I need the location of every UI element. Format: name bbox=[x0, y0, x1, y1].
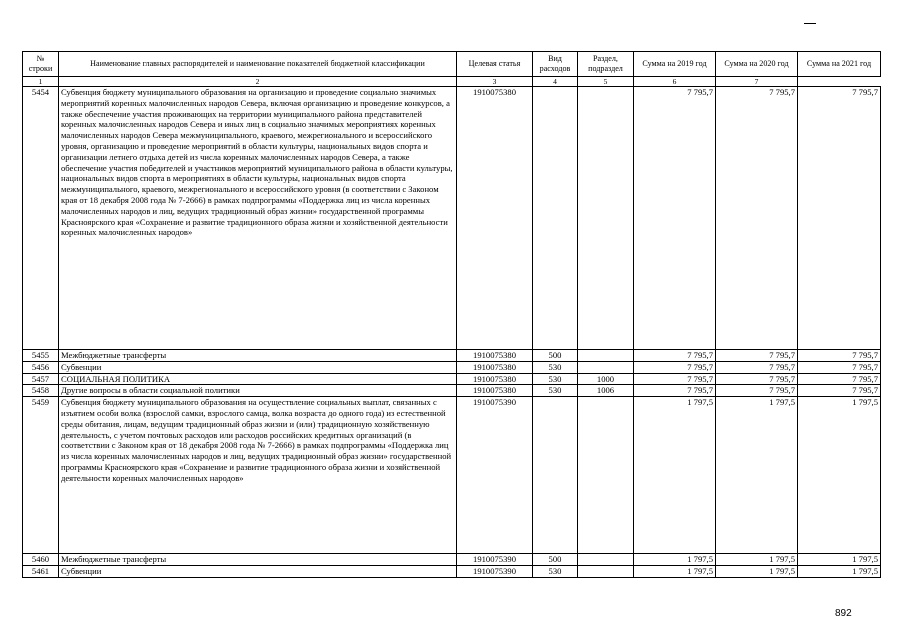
column-number: 6 bbox=[634, 77, 716, 87]
row-name: Межбюджетные трансферты bbox=[59, 350, 457, 362]
row-name: Субвенция бюджету муниципального образования на организацию и проведение социально значимых мероприятий коренных малочисленных народов Севера, включая организацию и проведение конкурсов, а также обеспечение участия проживающих на территории муниципального района представителей коренных малочисленных народов Севера и иных лиц в социально значимых мероприятиях коренных малочисленных народов Севера межмуниципального, краевого, межрегионального и всероссийского уровня, организацию и проведение мероприятий в области культуры, национальных видов спорта и организации летнего отдыха детей из числа коренных малочисленных народов Севера, а также обеспечение участия победителей и участников мероприятий муниципального района в области культуры, национальных видов спорта в мероприятиях в области культуры, национальных видов спорта межмуниципального, краевого, межрегионального и всероссийского уровня (в соответствии с Законом края от 18 декабря 2008 года № 7-2666) в рамках подпрограммы «Поддержка лиц из числа коренных малочисленных народов и лиц, ведущих традиционный образ жизни» государственной программы Красноярского края «Сохранение и развитие традиционного образа жизни и хозяйственной деятельности коренных малочисленных народов» bbox=[59, 87, 457, 350]
column-number: 7 bbox=[716, 77, 798, 87]
header-sum-2020: Сумма на 2020 год bbox=[716, 52, 798, 77]
row-sum-2019: 1 797,5 bbox=[634, 554, 716, 566]
row-target-article: 1910075380 bbox=[457, 361, 533, 373]
header-section: Раздел, подраздел bbox=[578, 52, 634, 77]
table-row bbox=[23, 565, 881, 577]
header-target-article: Целевая статья bbox=[457, 52, 533, 77]
row-sum-2021: 1 797,5 bbox=[798, 397, 881, 554]
table-row bbox=[23, 385, 881, 397]
row-sum-2020: 7 795,7 bbox=[716, 350, 798, 362]
row-number: 5457 bbox=[23, 373, 59, 385]
row-target-article: 1910075390 bbox=[457, 565, 533, 577]
row-number: 5454 bbox=[23, 87, 59, 350]
row-name: Субвенции bbox=[59, 565, 457, 577]
table-row bbox=[23, 87, 881, 350]
header-sum-2021: Сумма на 2021 год bbox=[798, 52, 881, 77]
header-name: Наименование главных распорядителей и наименование показателей бюджетной классификации bbox=[59, 52, 457, 77]
row-expense-type: 530 bbox=[533, 385, 578, 397]
row-target-article: 1910075380 bbox=[457, 350, 533, 362]
row-number: 5458 bbox=[23, 385, 59, 397]
row-name: Другие вопросы в области социальной политики bbox=[59, 385, 457, 397]
row-expense-type: 500 bbox=[533, 554, 578, 566]
row-sum-2021: 7 795,7 bbox=[798, 87, 881, 350]
row-sum-2021: 7 795,7 bbox=[798, 373, 881, 385]
row-target-article: 1910075380 bbox=[457, 87, 533, 350]
row-section bbox=[578, 565, 634, 577]
row-sum-2019: 7 795,7 bbox=[634, 361, 716, 373]
row-sum-2021: 7 795,7 bbox=[798, 361, 881, 373]
row-number: 5455 bbox=[23, 350, 59, 362]
row-name: СОЦИАЛЬНАЯ ПОЛИТИКА bbox=[59, 373, 457, 385]
corner-mark bbox=[804, 23, 816, 24]
row-sum-2020: 7 795,7 bbox=[716, 361, 798, 373]
row-section bbox=[578, 350, 634, 362]
row-number: 5460 bbox=[23, 554, 59, 566]
row-name: Межбюджетные трансферты bbox=[59, 554, 457, 566]
table-row bbox=[23, 373, 881, 385]
column-number: 4 bbox=[533, 77, 578, 87]
table-row bbox=[23, 397, 881, 554]
row-sum-2021: 7 795,7 bbox=[798, 385, 881, 397]
row-expense-type: 530 bbox=[533, 361, 578, 373]
row-sum-2019: 1 797,5 bbox=[634, 397, 716, 554]
column-number: 5 bbox=[578, 77, 634, 87]
row-sum-2019: 7 795,7 bbox=[634, 373, 716, 385]
table-row bbox=[23, 554, 881, 566]
row-expense-type: 530 bbox=[533, 373, 578, 385]
row-name: Субвенция бюджету муниципального образования на осуществление социальных выплат, связанных с изъятием особи волка (взрослой самки, взрослого самца, волка возраста до одного года) из естественной среды обитания, лицам, ведущим традиционный образ жизни и (или) традиционную хозяйственную деятельность, с учетом почтовых расходов или расходов российских кредитных организаций (в соответствии с Законом края от 18 декабря 2008 года № 7-2666) в рамках подпрограммы «Поддержка лиц из числа коренных малочисленных народов и лиц, ведущих традиционный образ жизни» государственной программы Красноярского края «Сохранение и развитие традиционного образа жизни и хозяйственной деятельности коренных малочисленных народов» bbox=[59, 397, 457, 554]
row-number: 5461 bbox=[23, 565, 59, 577]
table-row bbox=[23, 350, 881, 362]
row-sum-2020: 1 797,5 bbox=[716, 565, 798, 577]
budget-table bbox=[22, 51, 881, 578]
column-number: 2 bbox=[59, 77, 457, 87]
row-name: Субвенции bbox=[59, 361, 457, 373]
column-number: 1 bbox=[23, 77, 59, 87]
row-sum-2020: 1 797,5 bbox=[716, 397, 798, 554]
row-sum-2020: 7 795,7 bbox=[716, 87, 798, 350]
row-section bbox=[578, 554, 634, 566]
row-sum-2019: 1 797,5 bbox=[634, 565, 716, 577]
header-row bbox=[23, 52, 881, 77]
row-sum-2020: 7 795,7 bbox=[716, 385, 798, 397]
row-target-article: 1910075380 bbox=[457, 385, 533, 397]
row-number: 5456 bbox=[23, 361, 59, 373]
row-section bbox=[578, 361, 634, 373]
row-expense-type: 530 bbox=[533, 565, 578, 577]
row-section bbox=[578, 87, 634, 350]
row-sum-2020: 7 795,7 bbox=[716, 373, 798, 385]
row-expense-type bbox=[533, 397, 578, 554]
row-sum-2021: 1 797,5 bbox=[798, 565, 881, 577]
header-row-number: № строки bbox=[23, 52, 59, 77]
table-row bbox=[23, 361, 881, 373]
row-target-article: 1910075390 bbox=[457, 554, 533, 566]
column-number-row bbox=[23, 77, 881, 87]
row-sum-2019: 7 795,7 bbox=[634, 350, 716, 362]
row-sum-2019: 7 795,7 bbox=[634, 87, 716, 350]
row-section: 1006 bbox=[578, 385, 634, 397]
row-number: 5459 bbox=[23, 397, 59, 554]
column-number: 3 bbox=[457, 77, 533, 87]
page-number: 892 bbox=[835, 608, 852, 619]
row-sum-2020: 1 797,5 bbox=[716, 554, 798, 566]
row-section bbox=[578, 397, 634, 554]
row-sum-2021: 1 797,5 bbox=[798, 554, 881, 566]
row-target-article: 1910075390 bbox=[457, 397, 533, 554]
header-sum-2019: Сумма на 2019 год bbox=[634, 52, 716, 77]
row-expense-type: 500 bbox=[533, 350, 578, 362]
header-expense-type: Вид расходов bbox=[533, 52, 578, 77]
row-expense-type bbox=[533, 87, 578, 350]
row-section: 1000 bbox=[578, 373, 634, 385]
row-sum-2021: 7 795,7 bbox=[798, 350, 881, 362]
row-target-article: 1910075380 bbox=[457, 373, 533, 385]
row-sum-2019: 7 795,7 bbox=[634, 385, 716, 397]
